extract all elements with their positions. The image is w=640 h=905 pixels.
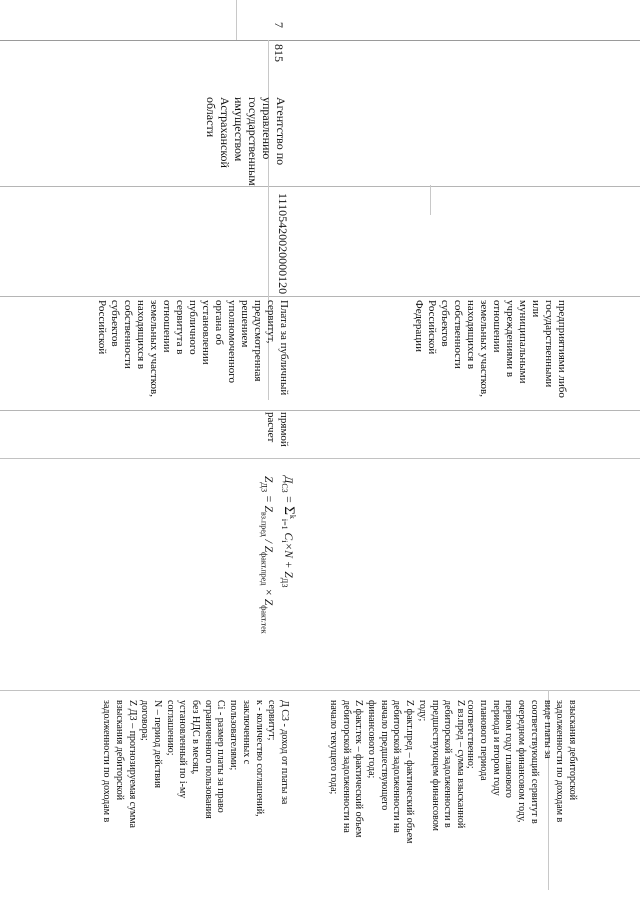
- text-line: взыскания дебиторской: [567, 700, 578, 801]
- text-line: учреждениями в: [504, 300, 516, 378]
- kbk-code-cell: [276, 193, 290, 294]
- table-rule: [236, 0, 237, 40]
- text-line: уполномоченного: [226, 300, 238, 384]
- table-rule: [430, 185, 431, 215]
- text-line: заключенных с: [240, 700, 252, 765]
- formula-symbol: Z: [261, 598, 274, 606]
- formula-subscript: ДЗ: [259, 482, 269, 493]
- text-line: установлении: [200, 300, 212, 365]
- text-line: Ci - размер платы за право: [215, 700, 227, 813]
- text-line: предшествующем финансовом: [429, 700, 441, 831]
- calc-method: [264, 412, 290, 447]
- text-line: задолженности по доходам в: [554, 700, 566, 823]
- text-line: органа об: [213, 300, 225, 346]
- text-line: предусмотренная: [252, 300, 264, 382]
- formula-line-2: $Z_{ДЗ} = Z_{вз.пред} / Z_{факт.пред} \times Z_{факт.тек}$: [259, 476, 274, 634]
- text-line: Плата за публичный: [278, 300, 290, 396]
- description-top: [464, 700, 578, 824]
- text-line: ограниченного пользования: [202, 700, 214, 819]
- text-line: Российской: [96, 300, 108, 355]
- text-line: решением: [239, 300, 251, 348]
- text-line: дебиторской задолженности на: [340, 700, 352, 833]
- text-line: финансового года;: [366, 700, 378, 779]
- agency-line: государственным: [246, 97, 260, 186]
- agency-line: Астраханской: [218, 97, 232, 168]
- sum-sign-icon: Σ: [281, 506, 298, 515]
- formula-subscript: факт.тек: [259, 605, 269, 634]
- revenue-name: [95, 300, 290, 397]
- text-line: Российской: [426, 300, 438, 355]
- admin-code: 815: [272, 44, 286, 62]
- formula-symbol: Z: [261, 545, 274, 553]
- revenue-name-prev: [412, 300, 568, 398]
- text-line: к - количество соглашений,: [253, 700, 265, 817]
- formula-symbol: Z: [261, 505, 274, 512]
- text-line: предприятиями либо: [556, 300, 568, 398]
- text-line: сервитут,: [265, 300, 277, 344]
- text-line: установленный по i-му: [177, 700, 189, 799]
- text-line: или: [530, 300, 542, 318]
- formula-symbol: Д: [282, 476, 295, 484]
- text-line: субъектов: [109, 300, 121, 347]
- formula-symbol: C: [282, 532, 295, 541]
- text-line: соответственно;: [465, 700, 477, 769]
- text-line: соглашению;: [164, 700, 176, 756]
- text-line: собственности: [452, 300, 464, 369]
- method-line: расчет: [265, 412, 277, 443]
- text-line: без НДС в месяц,: [190, 700, 202, 775]
- formula-subscript: факт.пред: [259, 552, 269, 586]
- text-line: дебиторской задолженности в: [442, 700, 454, 828]
- text-line: соответствующий сервитут в: [528, 700, 540, 824]
- agency-line: области: [204, 97, 218, 138]
- text-line: государственными: [543, 300, 555, 388]
- text-line: находящихся в: [465, 300, 477, 370]
- text-line: муниципальными: [517, 300, 529, 384]
- formula-symbol: ×N + Z: [282, 542, 295, 578]
- formula-symbol: Z: [261, 476, 274, 483]
- text-line: очередном финансовом году,: [516, 700, 528, 823]
- text-line: Z вз.пред – сумма взысканной: [455, 700, 466, 829]
- text-line: Д СЗ - доход от платы за: [279, 700, 290, 805]
- formula-subscript: СЗ: [279, 483, 289, 493]
- text-line: году;: [416, 700, 428, 722]
- text-line: отношении: [161, 300, 173, 353]
- description-bottom: [99, 700, 290, 828]
- text-line: Z ДЗ – прогнозируемая сумма: [126, 700, 138, 828]
- text-line: сервитута в: [174, 300, 186, 355]
- table-rule: [0, 458, 640, 459]
- text-line: виде платы за: [541, 700, 553, 759]
- formula-subscript: i=1: [279, 518, 289, 530]
- admin-code-cell: [272, 44, 286, 62]
- text-line: находящихся в: [135, 300, 147, 370]
- text-line: Z факт.пред – фактический объем: [404, 700, 416, 844]
- formula-superscript: k: [288, 514, 297, 519]
- method-line: прямой: [278, 412, 290, 447]
- text-line: пользователями;: [228, 700, 240, 771]
- text-line: договора;: [139, 700, 151, 741]
- text-line: отношении: [491, 300, 503, 353]
- row-number: 7: [272, 22, 286, 28]
- formula-subscript: вз.пред: [259, 512, 269, 537]
- formula-subscript: ДЗ: [279, 577, 289, 588]
- text-line: начало текущего года;: [327, 700, 339, 795]
- agency-line: управлению: [260, 97, 274, 160]
- table-rule: [0, 296, 640, 297]
- table-rule: [0, 690, 640, 691]
- text-line: задолженности по доходам в: [101, 700, 113, 823]
- agency-line: Агентство по: [274, 97, 288, 166]
- text-line: взыскания дебиторской: [113, 700, 125, 801]
- row-number-cell: [272, 22, 286, 28]
- text-line: земельных участков,: [148, 300, 160, 397]
- table-rule: [0, 40, 640, 41]
- text-line: сервитут;: [266, 700, 278, 741]
- description-mid: [326, 700, 466, 843]
- text-line: периода и втором году: [490, 700, 502, 796]
- table-rule: [0, 186, 640, 187]
- agency-line: имуществом: [232, 97, 246, 162]
- text-line: дебиторской задолженности на: [391, 700, 403, 833]
- text-line: субъектов: [439, 300, 451, 347]
- text-line: N – период действия: [151, 700, 163, 789]
- text-line: публичного: [187, 300, 199, 355]
- text-line: собственности: [122, 300, 134, 369]
- text-line: планового периода: [478, 700, 490, 781]
- kbk-code: 11105420020000120: [276, 193, 290, 295]
- text-line: Z факт.тек – фактический объем: [353, 700, 365, 838]
- text-line: начало предшествующего: [378, 700, 390, 811]
- formula-line-1: $Д_{СЗ} = \Sigma^k_{i=1}$ $C_i\times N + Z_{ДЗ}$: [279, 476, 298, 588]
- text-line: первом году планового: [503, 700, 515, 798]
- table-rule: [0, 410, 640, 411]
- formula-block: [256, 476, 300, 634]
- text-line: земельных участков,: [478, 300, 490, 397]
- agency-cell: [204, 97, 288, 186]
- text-line: Федерации: [413, 300, 425, 352]
- formula-subscript: i: [279, 540, 289, 543]
